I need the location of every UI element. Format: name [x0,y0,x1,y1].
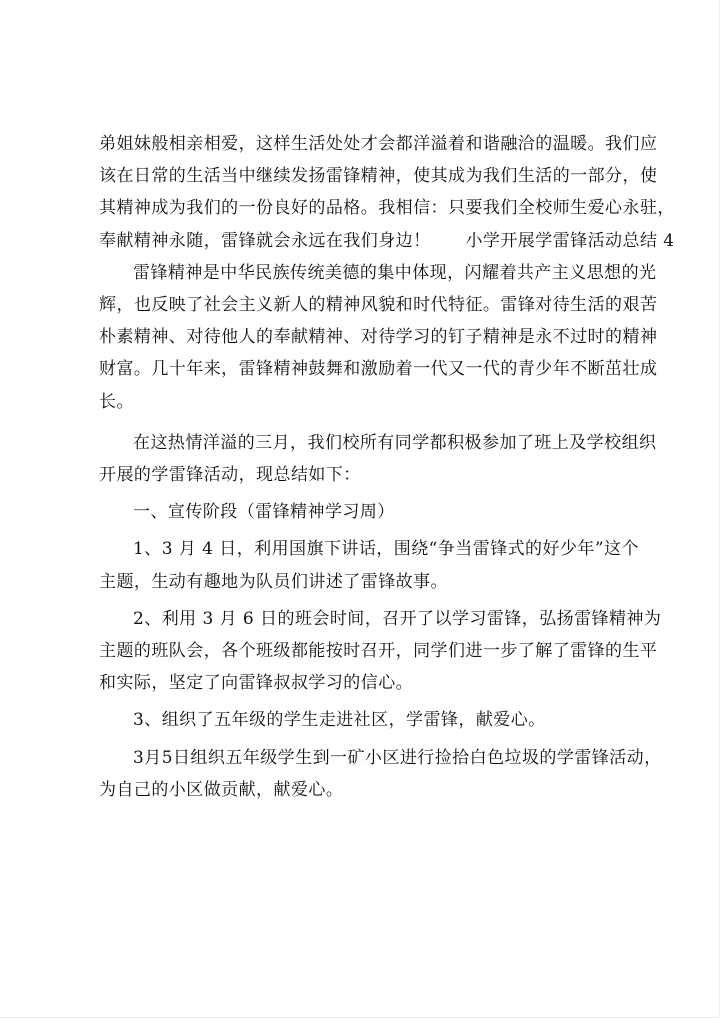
list-item-2: 2、利用 3 月 6 日的班会时间，召开了以学习雷锋，弘扬雷锋精神为 [133,608,662,629]
document-body [99,128,675,806]
text-line: 财富。几十年来，雷锋精神鼓舞和激励着一代又一代的青少年不断茁壮成 [99,359,658,380]
text-line: 该在日常的生活当中继续发扬雷锋精神，使其成为我们生活的一部分，使 [99,166,658,187]
text-line: 主题，生动有趣地为队员们讲述了雷锋故事。 [99,571,448,592]
paragraph-start: 雷锋精神是中华民族传统美德的集中体现，闪耀着共产主义思想的光 [133,262,657,283]
text-line: 开展的学雷锋活动，现总结如下： [99,465,361,486]
text-line: 为自己的小区做贡献，献爱心。 [99,779,344,800]
paragraph-start: 在这热情洋溢的三月，我们校所有同学都积极参加了班上及学校组织 [133,432,657,453]
list-item-3: 3、组织了五年级的学生走进社区，学雷锋，献爱心。 [133,710,546,731]
text-line: 主题的班队会，各个班级都能按时召开，同学们进一步了解了雷锋的生平 [99,641,658,662]
list-item-1: 1、3 月 4 日，利用国旗下讲话，围绕“争当雷锋式的好少年”这个 [133,539,639,560]
text-line: 辉，也反映了社会主义新人的精神风貌和时代特征。雷锋对待生活的艰苦 [99,295,658,316]
section-heading: 一、宣传阶段（雷锋精神学习周） [133,502,395,523]
text-line: 弟姐妹般相亲相爱，这样生活处处才会都洋溢着和谐融洽的温暖。我们应 [99,134,658,154]
text-line-with-section-title: 奉献精神永随，雷锋就会永远在我们身边！ 小学开展学雷锋活动总结 4 [99,230,675,251]
text-line: 长。 [99,391,134,412]
text-line: 和实际，坚定了向雷锋叔叔学习的信心。 [99,673,414,694]
paragraph-start: 3月5日组织五年级学生到一矿小区进行捡拾白色垃圾的学雷锋活动， [133,747,662,768]
text-line: 其精神成为我们的一份良好的品格。我相信：只要我们全校师生爱心永驻， [99,198,675,219]
text-line: 朴素精神、对待他人的奉献精神、对待学习的钉子精神是永不过时的精神 [99,327,658,348]
